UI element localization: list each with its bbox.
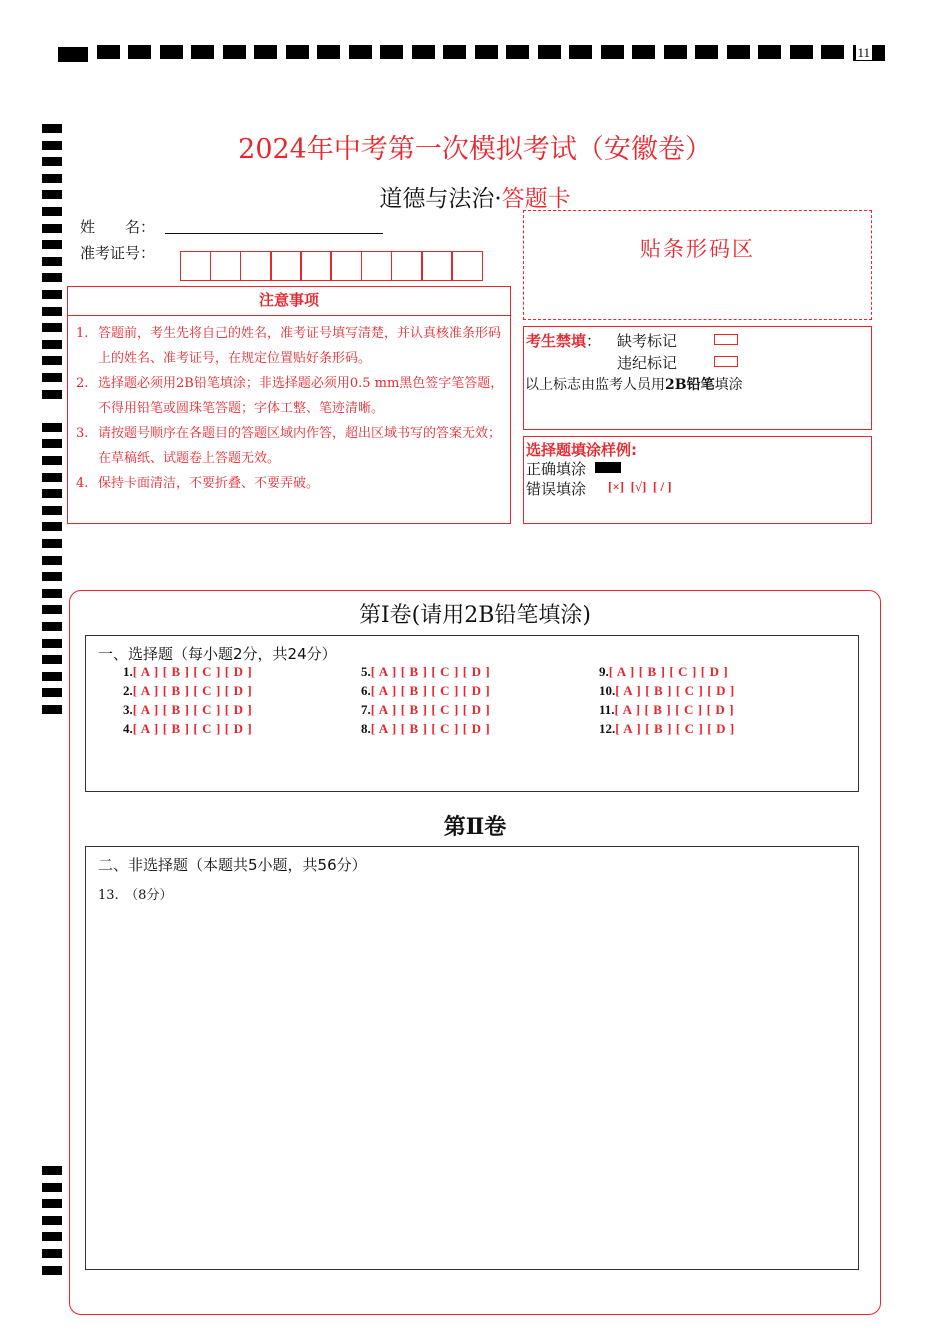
timing-mark bbox=[727, 45, 750, 59]
mc-question-number: 1. bbox=[123, 664, 133, 679]
id-digit-box[interactable] bbox=[240, 251, 272, 281]
timing-mark bbox=[601, 45, 624, 59]
mc-column bbox=[123, 664, 252, 740]
examiner-only-colon: ： bbox=[586, 332, 602, 350]
mc-options[interactable]: [ A ] [ B ] [ C ] [ D ] bbox=[614, 702, 735, 717]
part1-title: 第Ⅰ卷(请用2B铅笔填涂) bbox=[358, 603, 592, 628]
id-digit-box[interactable] bbox=[330, 251, 362, 281]
mc-question-row[interactable] bbox=[361, 683, 490, 702]
mc-question-number: 2. bbox=[123, 683, 133, 698]
mc-column bbox=[599, 664, 735, 740]
notice-item-text: 保持卡面清洁，不要折叠、不要弄破。 bbox=[98, 476, 320, 491]
mc-section-title: 一、选择题（每小题2分，共24分） bbox=[98, 645, 337, 663]
mc-column bbox=[361, 664, 490, 740]
timing-mark bbox=[191, 45, 214, 59]
name-field[interactable] bbox=[165, 233, 383, 234]
timing-mark bbox=[42, 688, 62, 697]
timing-mark bbox=[42, 556, 62, 565]
mc-question-number: 7. bbox=[361, 702, 371, 717]
timing-mark bbox=[128, 45, 151, 59]
timing-mark bbox=[42, 1183, 62, 1192]
timing-mark bbox=[42, 1199, 62, 1208]
id-digit-box[interactable] bbox=[300, 251, 332, 281]
timing-mark bbox=[42, 473, 62, 482]
timing-mark bbox=[42, 506, 62, 515]
subject-name: 道德与法治 bbox=[379, 186, 495, 212]
wrong-fill-label: 错误填涂 bbox=[526, 480, 587, 498]
id-digit-box[interactable] bbox=[451, 251, 483, 281]
examiner-only-title-text: 考生禁填 bbox=[526, 332, 587, 350]
notice-item bbox=[76, 421, 504, 471]
timing-mark bbox=[42, 456, 62, 465]
timing-mark bbox=[42, 307, 62, 316]
notice-item-number: 4. bbox=[76, 476, 89, 491]
mc-question-number: 11. bbox=[599, 702, 615, 717]
mc-question-row[interactable] bbox=[123, 664, 252, 683]
fill-sample-box bbox=[523, 436, 872, 524]
correct-fill-example bbox=[595, 462, 621, 473]
correct-fill-label: 正确填涂 bbox=[526, 460, 587, 478]
top-timing-marks bbox=[58, 45, 892, 61]
examiner-note-post: 填涂 bbox=[714, 377, 743, 393]
timing-mark bbox=[42, 240, 62, 249]
mc-question-number: 4. bbox=[123, 721, 133, 736]
timing-mark bbox=[42, 257, 62, 266]
timing-mark bbox=[443, 45, 466, 59]
mc-question-row[interactable] bbox=[361, 702, 490, 721]
id-digit-box[interactable] bbox=[270, 251, 302, 281]
mc-question-number: 6. bbox=[361, 683, 371, 698]
mc-options[interactable]: [ A ] [ B ] [ C ] [ D ] bbox=[370, 664, 491, 679]
timing-mark bbox=[42, 1232, 62, 1241]
mc-question-number: 9. bbox=[599, 664, 609, 679]
timing-mark bbox=[42, 1266, 62, 1275]
mc-question-number: 5. bbox=[361, 664, 371, 679]
timing-mark bbox=[42, 522, 62, 531]
notice-item-number: 1. bbox=[76, 326, 89, 341]
timing-mark bbox=[42, 539, 62, 548]
timing-mark bbox=[317, 45, 340, 59]
timing-mark bbox=[758, 45, 781, 59]
violation-mark-box[interactable] bbox=[714, 356, 738, 367]
mc-options[interactable]: [ A ] [ B ] [ C ] [ D ] bbox=[615, 721, 735, 736]
name-label: 姓 名： bbox=[80, 218, 156, 236]
absent-mark-label: 缺考标记 bbox=[617, 332, 678, 350]
notice-list bbox=[67, 315, 511, 524]
absent-mark-box[interactable] bbox=[714, 334, 738, 345]
part2-title: 第Ⅱ卷 bbox=[443, 814, 507, 840]
non-choice-section[interactable] bbox=[85, 846, 859, 1270]
timing-mark bbox=[42, 655, 62, 664]
mc-options[interactable]: [ A ] [ B ] [ C ] [ D ] bbox=[132, 664, 253, 679]
timing-mark bbox=[42, 273, 62, 282]
multiple-choice-section bbox=[85, 635, 859, 792]
timing-mark bbox=[42, 489, 62, 498]
timing-mark bbox=[632, 45, 655, 59]
barcode-area: 贴条形码区 bbox=[523, 210, 872, 320]
notice-item-text: 请按题号顺序在各题目的答题区域内作答，超出区域书写的答案无效；在草稿纸、试题卷上答题无效。 bbox=[98, 426, 502, 466]
subject-subtitle bbox=[0, 180, 950, 213]
mc-options[interactable]: [ A ] [ B ] [ C ] [ D ] bbox=[132, 702, 253, 717]
mc-question-row[interactable] bbox=[361, 664, 490, 683]
mc-question-number: 10. bbox=[599, 683, 616, 698]
timing-mark bbox=[58, 47, 88, 62]
timing-mark bbox=[42, 639, 62, 648]
examiner-only-title bbox=[526, 330, 601, 351]
timing-mark bbox=[695, 45, 718, 59]
id-digit-box[interactable] bbox=[361, 251, 393, 281]
subtitle-separator: · bbox=[494, 186, 502, 212]
mc-options[interactable]: [ A ] [ B ] [ C ] [ D ] bbox=[370, 683, 491, 698]
fill-sample-title bbox=[526, 439, 637, 460]
non-choice-section-title: 二、非选择题（本题共5小题，共56分） bbox=[98, 856, 367, 874]
id-digit-box[interactable] bbox=[210, 251, 242, 281]
timing-mark bbox=[254, 45, 277, 59]
id-digit-box[interactable] bbox=[180, 251, 212, 281]
card-label: 答题卡 bbox=[501, 186, 571, 212]
notice-item-number: 2. bbox=[76, 376, 89, 391]
timing-mark bbox=[42, 390, 62, 399]
timing-mark bbox=[42, 705, 62, 714]
timing-mark bbox=[821, 45, 844, 59]
exam-title: 2024年中考第一次模拟考试（安徽卷） bbox=[238, 134, 712, 165]
timing-mark bbox=[42, 423, 62, 432]
mc-question-number: 12. bbox=[599, 721, 616, 736]
examiner-note-pre: 以上标志由监考人员用 bbox=[525, 377, 665, 393]
timing-mark bbox=[475, 45, 498, 59]
mc-options[interactable]: [ A ] [ B ] [ C ] [ D ] bbox=[615, 683, 735, 698]
mc-options[interactable]: [ A ] [ B ] [ C ] [ D ] bbox=[370, 721, 491, 736]
timing-mark bbox=[538, 45, 561, 59]
timing-mark bbox=[349, 45, 372, 59]
timing-mark bbox=[506, 45, 529, 59]
violation-mark-label: 违纪标记 bbox=[617, 354, 678, 372]
timing-mark bbox=[569, 45, 592, 59]
question-13-label: 13. （8分） bbox=[98, 888, 173, 903]
timing-mark bbox=[380, 45, 403, 59]
page-number-text: 11 bbox=[857, 45, 871, 60]
mc-question-number: 8. bbox=[361, 721, 371, 736]
mc-options[interactable]: [ A ] [ B ] [ C ] [ D ] bbox=[608, 664, 729, 679]
mc-options[interactable]: [ A ] [ B ] [ C ] [ D ] bbox=[370, 702, 491, 717]
timing-mark bbox=[42, 589, 62, 598]
timing-mark bbox=[42, 290, 62, 299]
fill-sample-title-text: 选择题填涂样例 bbox=[526, 441, 632, 459]
timing-mark bbox=[42, 323, 62, 332]
notice-item bbox=[76, 371, 504, 421]
timing-mark bbox=[790, 45, 813, 59]
timing-mark bbox=[42, 1216, 62, 1225]
timing-mark bbox=[42, 672, 62, 681]
mc-question-row[interactable] bbox=[599, 721, 735, 740]
timing-mark bbox=[97, 45, 120, 59]
timing-mark bbox=[42, 572, 62, 581]
mc-question-row[interactable] bbox=[599, 702, 735, 721]
timing-mark bbox=[42, 373, 62, 382]
timing-mark bbox=[286, 45, 309, 59]
timing-mark bbox=[42, 1166, 62, 1175]
left-timing-marks-lower bbox=[42, 1166, 62, 1274]
examiner-note bbox=[525, 374, 743, 394]
examiner-only-box bbox=[523, 326, 872, 430]
timing-mark bbox=[160, 45, 183, 59]
timing-mark bbox=[664, 45, 687, 59]
mc-question-row[interactable] bbox=[123, 702, 252, 721]
timing-mark bbox=[42, 224, 62, 233]
timing-mark bbox=[412, 45, 435, 59]
examiner-note-bold: 2B铅笔 bbox=[665, 377, 715, 393]
wrong-fill-examples: [×] [√] [ / ] bbox=[608, 479, 672, 494]
notice-item-number: 3. bbox=[76, 426, 89, 441]
id-digit-box[interactable] bbox=[391, 251, 423, 281]
mc-question-row[interactable] bbox=[361, 721, 490, 740]
exam-id-label: 准考证号： bbox=[80, 244, 156, 262]
notice-item-text: 答题前，考生先将自己的姓名，准考证号填写清楚，并认真核准条形码上的姓名、准考证号，在规定位置贴好条形码。 bbox=[98, 326, 502, 366]
notice-item-text: 选择题必须用2B铅笔填涂；非选择题必须用0.5 mm黑色签字笔答题，不得用铅笔或圆珠笔答题；字体工整、笔迹清晰。 bbox=[98, 376, 504, 416]
timing-mark bbox=[42, 439, 62, 448]
mc-question-number: 3. bbox=[123, 702, 133, 717]
mc-options[interactable]: [ A ] [ B ] [ C ] [ D ] bbox=[132, 683, 253, 698]
timing-mark bbox=[42, 1249, 62, 1258]
page-number bbox=[853, 45, 885, 61]
mc-question-row[interactable] bbox=[599, 664, 735, 683]
notice-heading: 注意事项 bbox=[67, 286, 511, 316]
timing-mark bbox=[42, 340, 62, 349]
fill-sample-colon: : bbox=[631, 441, 638, 459]
mc-options[interactable]: [ A ] [ B ] [ C ] [ D ] bbox=[132, 721, 253, 736]
mc-question-row[interactable] bbox=[123, 721, 252, 740]
timing-mark bbox=[42, 356, 62, 365]
mc-question-row[interactable] bbox=[599, 683, 735, 702]
notice-item bbox=[76, 471, 504, 496]
mc-question-row[interactable] bbox=[123, 683, 252, 702]
notice-item bbox=[76, 321, 504, 371]
id-digit-box[interactable] bbox=[421, 251, 453, 281]
exam-id-boxes[interactable] bbox=[181, 251, 483, 281]
timing-mark bbox=[223, 45, 246, 59]
